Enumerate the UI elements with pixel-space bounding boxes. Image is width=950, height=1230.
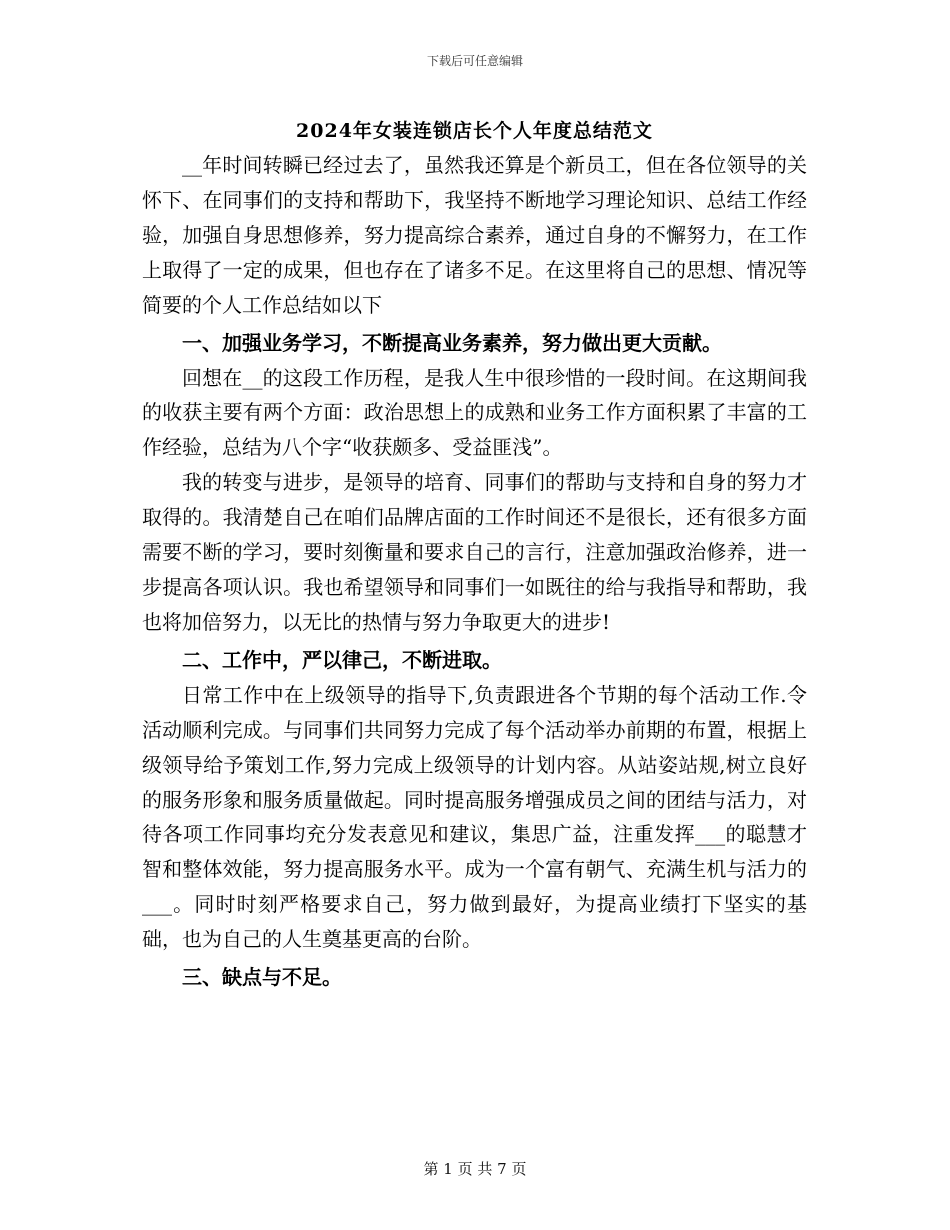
section-2-paragraph-1: 日常工作中在上级领导的指导下,负责跟进各个节期的每个活动工作.令活动顺利完成。与同事们共同努力完成了每个活动举办前期的布置，根据上级领导给予策划工作,努力完成上级领导的计划内容。从站姿站规,树立良好的服务形象和服务质量做起。同时提高服务增强成员之间的团结与活力，对待各项工作同事均充分发表意见和建议，集思广益，注重发挥___的聪慧才智和整体效能，努力提高服务水平。成为一个富有朝气、充满生机与活力的___。同时时刻严格要求自己，努力做到最好，为提高业绩打下坚实的基础，也为自己的人生奠基更高的台阶。 — [142, 682, 807, 952]
section-heading-1: 一、加强业务学习，不断提高业务素养，努力做出更大贡献。 — [182, 330, 722, 355]
document-body — [142, 148, 807, 995]
page-footer: 第 1 页 共 7 页 — [423, 1160, 527, 1178]
section-heading-2: 二、工作中，严以律己，不断进取。 — [182, 647, 502, 672]
section-1-paragraph-1: 回想在__的这段工作历程，是我人生中很珍惜的一段时间。在这期间我的收获主要有两个方面：政治思想上的成熟和业务工作方面积累了丰富的工作经验，总结为八个字“收获颇多、受益匪浅”。 — [142, 365, 807, 460]
header-note: 下载后可任意编辑 — [426, 54, 523, 68]
document-title: 2024年女装连锁店长个人年度总结范文 — [296, 120, 653, 142]
section-heading-3: 三、缺点与不足。 — [182, 965, 342, 990]
intro-paragraph: __年时间转瞬已经过去了，虽然我还算是个新员工，但在各位领导的关怀下、在同事们的支持和帮助下，我坚持不断地学习理论知识、总结工作经验，加强自身思想修养，努力提高综合素养，通过自身的不懈努力，在工作上取得了一定的成果，但也存在了诸多不足。在这里将自己的思想、情况等简要的个人工作总结如以下 — [142, 153, 807, 317]
section-1-paragraph-2: 我的转变与进步，是领导的培育、同事们的帮助与支持和自身的努力才取得的。我清楚自己在咱们品牌店面的工作时间还不是很长，还有很多方面需要不断的学习，要时刻衡量和要求自己的言行，注意加强政治修养，进一步提高各项认识。我也希望领导和同事们一如既往的给与我指导和帮助，我也将加倍努力，以无比的热情与努力争取更大的进步! — [142, 470, 807, 634]
